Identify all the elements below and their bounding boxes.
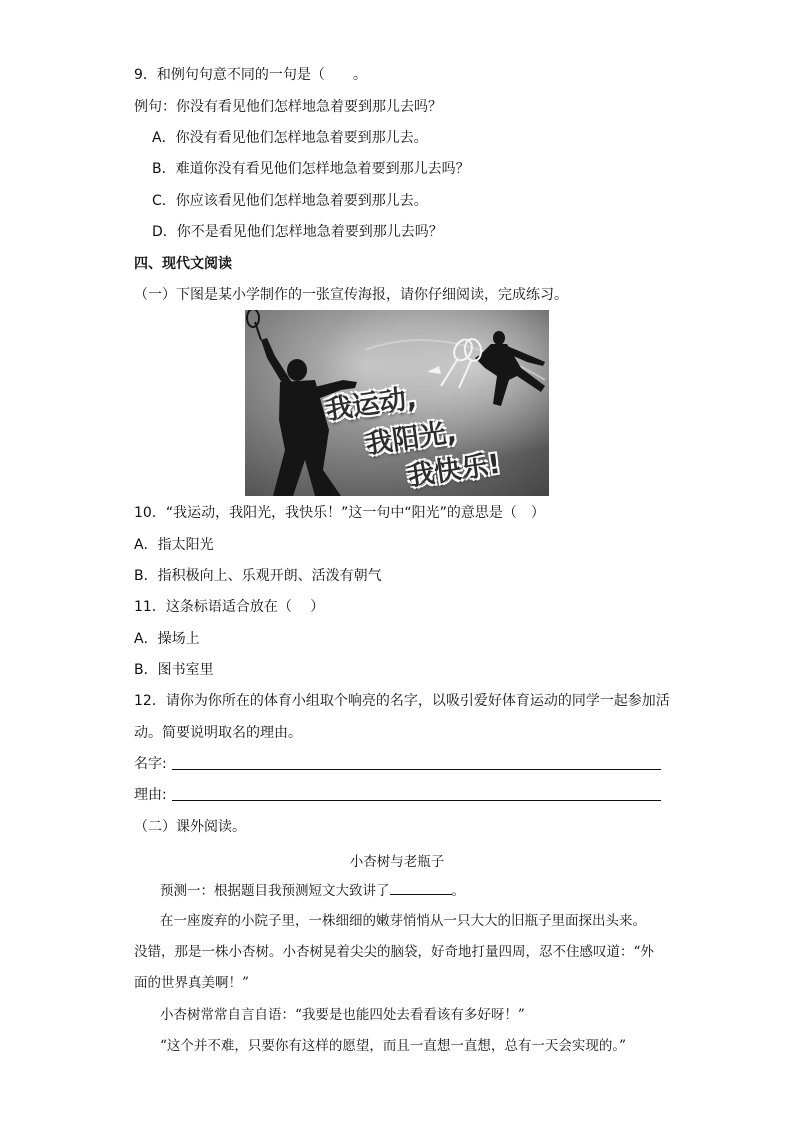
q9-example: 例句：你没有看见他们怎样地急着要到那儿去吗？: [134, 99, 442, 115]
story-para1-line3: 面的世界真美啊！”: [134, 975, 249, 991]
q10-option-b: B．指积极向上、乐观开朗、活泼有朝气: [134, 568, 382, 584]
q11-option-b: B．图书室里: [134, 662, 214, 678]
poster-slogan-line3: 我快乐!: [405, 448, 503, 493]
story-para3: “这个并不难，只要你有这样的愿望，而且一直想一直想，总有一天会实现的。”: [160, 1038, 627, 1054]
q10-option-a: A．指太阳光: [134, 537, 214, 553]
section-heading: 四、现代文阅读: [134, 256, 232, 272]
q9-option-a: A．你没有看见他们怎样地急着要到那儿去。: [152, 130, 428, 146]
part1-intro: （一）下图是某小学制作的一张宣传海报，请你仔细阅读，完成练习。: [134, 287, 568, 303]
prediction-blank[interactable]: [390, 880, 452, 895]
q9-option-c: C．你应该看见他们怎样地急着要到那儿去。: [152, 193, 428, 209]
q9-stem: 9．和例句句意不同的一句是（ 。: [134, 67, 367, 83]
q12-reason-answer-line[interactable]: [172, 800, 661, 801]
poster-slogan-line1: 我运动,: [323, 382, 419, 427]
prediction-end: 。: [451, 883, 465, 899]
sports-poster-image: [245, 310, 549, 496]
q11-stem: 11．这条标语适合放在（ ）: [134, 599, 325, 615]
q12-stem-line1: 12．请你为你所在的体育小组取个响亮的名字，以吸引爱好体育运动的同学一起参加活: [134, 693, 670, 709]
story-title: 小杏树与老瓶子: [349, 854, 445, 870]
q12-name-label: 名字:: [134, 756, 167, 772]
q9-option-b: B．难道你没有看见他们怎样地急着要到那儿去吗？: [152, 161, 470, 177]
story-para1-line1: 在一座废弃的小院子里，一株细细的嫩芽悄悄从一只大大的旧瓶子里面探出头来。: [160, 913, 646, 929]
q10-stem: 10．“我运动，我阳光，我快乐！”这一句中“阳光”的意思是（ ）: [134, 505, 545, 521]
prediction-text: 预测一：根据题目我预测短文大致讲了: [160, 883, 390, 899]
q12-stem-line2: 动。简要说明取名的理由。: [134, 725, 302, 741]
poster-slogan-line2: 我阳光,: [363, 416, 459, 461]
story-para1-line2: 没错，那是一株小杏树。小杏树晃着尖尖的脑袋，好奇地打量四周，忍不住感叹道：“外: [134, 944, 654, 960]
prediction-prompt: [160, 880, 465, 900]
part2-intro: （二）课外阅读。: [134, 819, 246, 835]
q12-reason-label: 理由:: [134, 787, 167, 803]
story-para2: 小杏树常常自言自语：“我要是也能四处去看看该有多好呀！”: [160, 1007, 525, 1023]
q11-option-a: A．操场上: [134, 631, 200, 647]
q12-name-answer-line[interactable]: [172, 769, 661, 770]
q9-option-d: D．你不是看见他们怎样地急着要到那儿去吗？: [152, 224, 443, 240]
